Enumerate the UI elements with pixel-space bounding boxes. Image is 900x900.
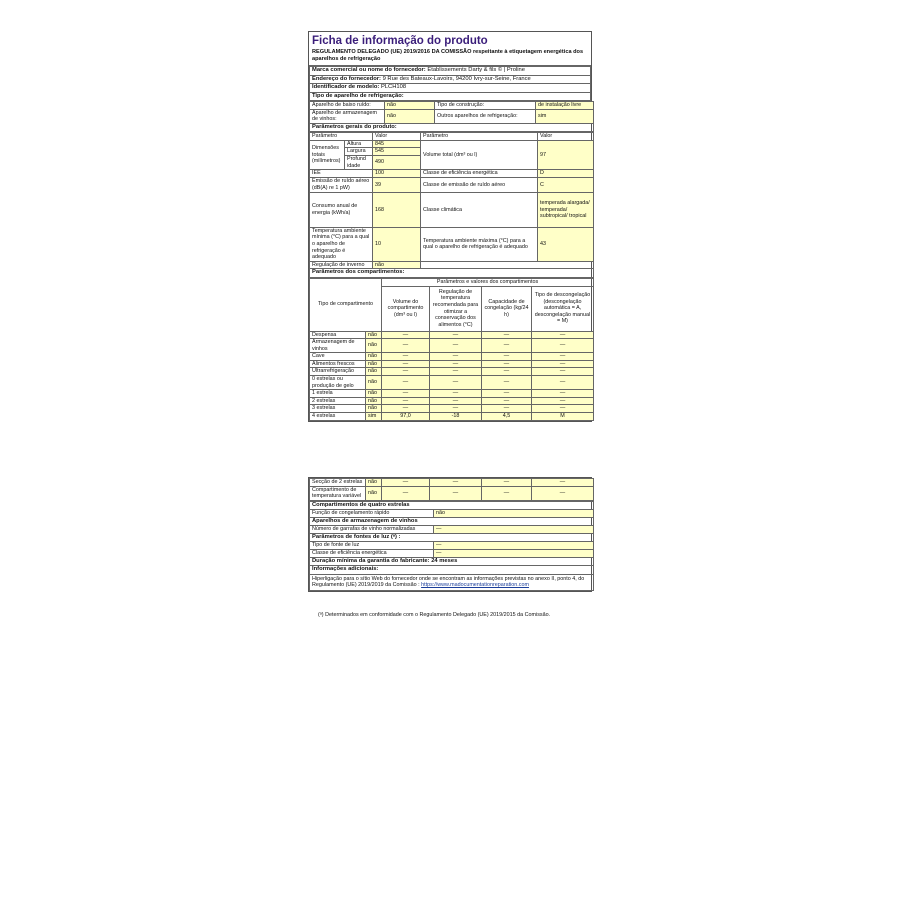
- compartment-freezing: —: [482, 368, 532, 376]
- compartment-volume: —: [382, 376, 430, 390]
- compartment-name: Compartimento de temperatura variável: [310, 486, 366, 500]
- compartment-temperature: —: [430, 353, 482, 361]
- fast-freeze-label: Função de congelamento rápido: [310, 510, 434, 518]
- consumption-label: Consumo anual de energia (kWh/a): [310, 192, 373, 227]
- compartment-temperature: -18: [430, 413, 482, 421]
- compartment-row: [310, 376, 594, 390]
- compartment-present: não: [366, 368, 382, 376]
- compartment-temperature: —: [430, 405, 482, 413]
- wine-storage-header: Aparelhos de armazenagem de vinhos: [310, 517, 594, 526]
- compartment-defrost: —: [532, 486, 594, 500]
- compartment-present: não: [366, 405, 382, 413]
- additional-info-text: Hiperligação para o sítio Web do fornecedor onde se encontram as informações previstas no anexo II, ponto 4, do Regulamento (UE) 2019/2019 da Comissão :: [312, 575, 585, 589]
- wine-appliance-label: Aparelho de armazenagem de vinhos:: [310, 109, 385, 123]
- compartment-temperature: —: [430, 339, 482, 353]
- light-type-label: Tipo de fonte de luz: [310, 542, 434, 550]
- compartment-defrost: —: [532, 390, 594, 398]
- col-volume: Volume do compartimento (dm³ ou l): [382, 286, 430, 331]
- compartment-name: 0 estrelas ou produção de gelo: [310, 376, 366, 390]
- supplier-table: [309, 66, 591, 101]
- col-value-header: Valor: [373, 133, 421, 141]
- additional-table: [309, 501, 594, 591]
- compartment-present: não: [366, 339, 382, 353]
- compartment-present: sim: [366, 413, 382, 421]
- compartment-name: 1 estrela: [310, 390, 366, 398]
- volume-value: 97: [538, 140, 594, 169]
- supplier-website-link[interactable]: https://www.madocumentationreparation.com: [421, 582, 529, 589]
- model-label: Identificador de modelo:: [312, 84, 380, 90]
- compartment-temperature: —: [430, 390, 482, 398]
- compartment-defrost: —: [532, 353, 594, 361]
- compartment-volume: —: [382, 360, 430, 368]
- compartment-defrost: M: [532, 413, 594, 421]
- width-label: Largura: [345, 148, 373, 156]
- compartment-temperature: —: [430, 331, 482, 339]
- compartment-defrost: —: [532, 397, 594, 405]
- model-row: [310, 84, 591, 93]
- compartment-row: [310, 405, 594, 413]
- col-param-header-2: Parâmetro: [421, 133, 538, 141]
- trademark-label: Marca comercial ou nome do fornecedor:: [312, 67, 426, 73]
- compartment-name: 3 estrelas: [310, 405, 366, 413]
- compartment-name: Armazenagem de vinhos: [310, 339, 366, 353]
- compartment-name: Secção de 2 estrelas: [310, 479, 366, 487]
- compartment-row: [310, 339, 594, 353]
- compartment-rows: [310, 331, 594, 420]
- compartment-defrost: —: [532, 339, 594, 353]
- compartments-table: [309, 278, 594, 421]
- climate-class-value: temperada alargada/ temperada/ subtropical/ tropical: [538, 192, 594, 227]
- compartment-volume: —: [382, 405, 430, 413]
- compartment-present: não: [366, 479, 382, 487]
- compartment-temperature: —: [430, 360, 482, 368]
- compartment-present: não: [366, 486, 382, 500]
- compartment-row: [310, 368, 594, 376]
- compartment-temperature: —: [430, 376, 482, 390]
- four-star-header: Compartimentos de quatro estrelas: [310, 501, 594, 510]
- compartment-row: [310, 331, 594, 339]
- construction-label: Tipo de construção:: [435, 102, 536, 110]
- max-temp-label: Temperatura ambiente máxima (°C) para a qual o aparelho de refrigeração é adequado: [421, 227, 538, 261]
- compartment-freezing: —: [482, 486, 532, 500]
- light-class-label: Classe de eficiência energética: [310, 550, 434, 558]
- compartment-row: [310, 413, 594, 421]
- light-type-value: —: [434, 542, 594, 550]
- compartment-row: [310, 486, 594, 500]
- compartment-freezing: —: [482, 353, 532, 361]
- sheet-subtitle: REGULAMENTO DELEGADO (UE) 2019/2016 DA COMISSÃO respeitante à etiquetagem energética dos aparelhos de refrigeração: [309, 49, 591, 66]
- width-value: 545: [373, 148, 421, 156]
- address-row: [310, 75, 591, 84]
- compartment-row: [310, 397, 594, 405]
- winter-setting-label: Regulação de inverno: [310, 261, 373, 269]
- general-params-header: Parâmetros gerais do produto:: [310, 123, 594, 132]
- min-temp-value: 10: [373, 227, 421, 261]
- compartment-freezing: —: [482, 339, 532, 353]
- warranty-value: 24 meses: [431, 557, 458, 564]
- depth-value: 490: [373, 156, 421, 170]
- address-value: 9 Rue des Bateaux-Lavoirs, 94200 Ivry-sur-Seine, France: [382, 75, 531, 82]
- climate-class-label: Classe climática: [421, 192, 538, 227]
- additional-info-text-cell: [310, 574, 594, 590]
- compartment-group-header: Parâmetros e valores dos compartimentos: [382, 278, 594, 286]
- product-sheet-page-1: [308, 31, 592, 422]
- compartment-name: Despensa: [310, 331, 366, 339]
- efficiency-class-value: D: [538, 170, 594, 178]
- height-value: 845: [373, 140, 421, 148]
- model-value: PLCH108: [380, 84, 407, 90]
- compartment-freezing: —: [482, 479, 532, 487]
- height-label: Altura: [345, 140, 373, 148]
- empty-cell: [421, 261, 594, 269]
- appliance-type-table: [309, 101, 594, 132]
- address-label: Endereço do fornecedor:: [312, 75, 381, 82]
- compartment-defrost: —: [532, 368, 594, 376]
- noise-class-value: C: [538, 177, 594, 192]
- light-source-header: Parâmetros de fontes de luz (ᵃ) :: [310, 533, 594, 542]
- wine-bottles-value: —: [434, 526, 594, 534]
- wine-appliance-value: não: [385, 109, 435, 123]
- compartment-volume: —: [382, 331, 430, 339]
- fast-freeze-value: não: [434, 510, 594, 518]
- noise-class-label: Classe de emissão de ruído aéreo: [421, 177, 538, 192]
- compartment-volume: —: [382, 339, 430, 353]
- depth-label: Profund idade: [345, 156, 373, 170]
- consumption-value: 168: [373, 192, 421, 227]
- compartment-freezing: —: [482, 390, 532, 398]
- compartment-name: Cave: [310, 353, 366, 361]
- light-class-value: —: [434, 550, 594, 558]
- compartment-name: 2 estrelas: [310, 397, 366, 405]
- construction-value: de instalação livre: [536, 102, 594, 110]
- compartment-rows-continued: [310, 479, 594, 501]
- volume-label: Volume total (dm³ ou l): [421, 140, 538, 169]
- dimensions-label: Dimensões totais (milímetros): [310, 140, 345, 169]
- compartment-volume: —: [382, 353, 430, 361]
- col-defrost: Tipo de descongelação (descongelação automática = A, descongelação manual = M): [532, 286, 594, 331]
- compartment-temperature: —: [430, 397, 482, 405]
- compartments-table-continued: [309, 478, 594, 501]
- low-noise-value: não: [385, 102, 435, 110]
- compartment-freezing: —: [482, 376, 532, 390]
- min-temp-label: Temperatura ambiente mínima (°C) para a qual o aparelho de refrigeração é adequado: [310, 227, 373, 261]
- compartment-volume: 97,0: [382, 413, 430, 421]
- compartment-volume: —: [382, 368, 430, 376]
- max-temp-value: 43: [538, 227, 594, 261]
- appliance-type-header: Tipo de aparelho de refrigeração:: [310, 92, 591, 101]
- compartment-defrost: —: [532, 479, 594, 487]
- footnote: (ᵃ) Determinados em conformidade com o Regulamento Delegado (UE) 2019/2015 da Comissão.: [318, 612, 551, 618]
- compartment-volume: —: [382, 486, 430, 500]
- warranty-label: Duração mínima da garantia do fabricante:: [312, 557, 430, 564]
- compartment-freezing: —: [482, 405, 532, 413]
- col-freezing: Capacidade de congelação (kg/24 h): [482, 286, 532, 331]
- col-value-header-2: Valor: [538, 133, 594, 141]
- compartment-present: não: [366, 360, 382, 368]
- eei-value: 100: [373, 170, 421, 178]
- general-params-table: [309, 132, 594, 278]
- compartment-defrost: —: [532, 360, 594, 368]
- compartment-defrost: —: [532, 331, 594, 339]
- compartment-present: não: [366, 331, 382, 339]
- compartment-name: 4 estrelas: [310, 413, 366, 421]
- col-param-header: Parâmetro: [310, 133, 373, 141]
- other-appliance-value: sim: [536, 109, 594, 123]
- compartment-volume: —: [382, 390, 430, 398]
- compartment-freezing: —: [482, 360, 532, 368]
- noise-value: 39: [373, 177, 421, 192]
- product-sheet-page-2: [308, 477, 592, 592]
- compartment-freezing: 4,5: [482, 413, 532, 421]
- other-appliance-label: Outros aparelhos de refrigeração:: [435, 109, 536, 123]
- sheet-title: Ficha de informação do produto: [312, 35, 488, 47]
- low-noise-label: Aparelho de baixo ruído:: [310, 102, 385, 110]
- compartment-name: Ultrarrefrigeração: [310, 368, 366, 376]
- compartment-present: não: [366, 397, 382, 405]
- compartment-present: não: [366, 390, 382, 398]
- compartment-temperature: —: [430, 368, 482, 376]
- compartment-freezing: —: [482, 331, 532, 339]
- compartment-present: não: [366, 376, 382, 390]
- col-compartment-type: Tipo de compartimento: [310, 278, 382, 331]
- additional-info-header: Informações adicionais:: [310, 566, 594, 575]
- compartment-params-header: Parâmetros dos compartimentos:: [310, 269, 594, 278]
- compartment-temperature: —: [430, 486, 482, 500]
- compartment-row: [310, 360, 594, 368]
- compartment-volume: —: [382, 479, 430, 487]
- compartment-temperature: —: [430, 479, 482, 487]
- compartment-name: Alimentos frescos: [310, 360, 366, 368]
- warranty-row: [310, 557, 594, 566]
- compartment-freezing: —: [482, 397, 532, 405]
- compartment-defrost: —: [532, 405, 594, 413]
- compartment-row: [310, 390, 594, 398]
- col-temperature: Regulação de temperatura recomendada para otimizar a conservação dos alimentos (°C): [430, 286, 482, 331]
- trademark-value: Etablissements Darty & fils © | Proline: [427, 67, 525, 73]
- compartment-row: [310, 353, 594, 361]
- compartment-defrost: —: [532, 376, 594, 390]
- winter-setting-value: não: [373, 261, 421, 269]
- compartment-volume: —: [382, 397, 430, 405]
- compartment-row: [310, 479, 594, 487]
- efficiency-class-label: Classe de eficiência energética: [421, 170, 538, 178]
- eei-label: IEE: [310, 170, 373, 178]
- trademark-row: [310, 67, 591, 76]
- wine-bottles-label: Número de garrafas de vinho normalizadas: [310, 526, 434, 534]
- noise-label: Emissão de ruído aéreo (dB(A) re 1 pW): [310, 177, 373, 192]
- compartment-present: não: [366, 353, 382, 361]
